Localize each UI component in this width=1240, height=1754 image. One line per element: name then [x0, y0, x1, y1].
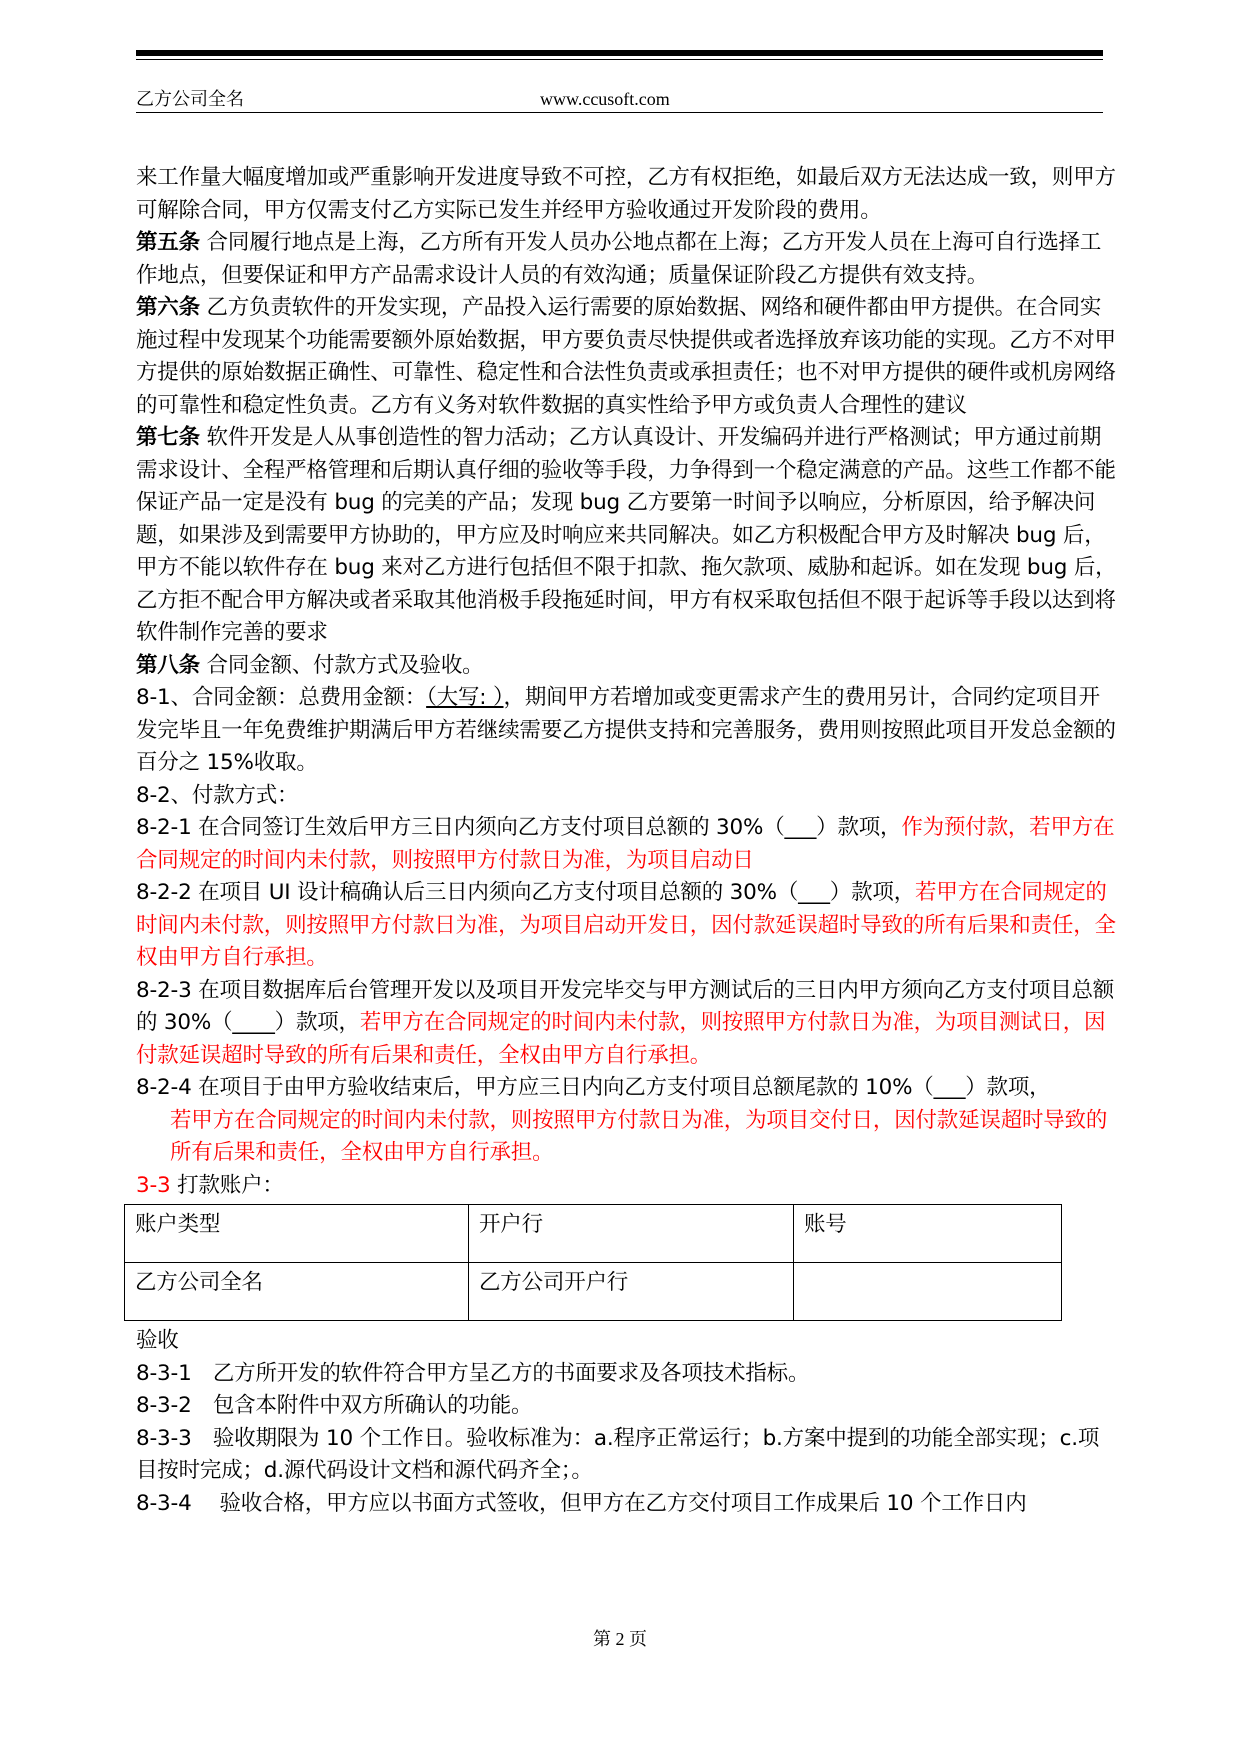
clause-8-2-4-red: 若甲方在合同规定的时间内未付款，则按照甲方付款日为准，为项目交付日，因付款延误超时导致的所有后果和责任，全权由甲方自行承担。 — [170, 1107, 1108, 1165]
article-5 — [136, 227, 1118, 292]
page-number: 第 2 页 — [593, 1629, 647, 1649]
article-5-title: 第五条 — [136, 230, 200, 255]
clause-8-3-1: 8-3-1 乙方所开发的软件符合甲方呈乙方的书面要求及各项技术指标。 — [136, 1360, 810, 1386]
article-8 — [136, 650, 1118, 683]
clause-8-2-4-text: 8-2-4 在项目于由甲方验收结束后，甲方应三日内向乙方支付项目总额尾款的 10%（___）款项， — [136, 1075, 1051, 1100]
table-cell-company-bank: 乙方公司开户行 — [469, 1263, 794, 1321]
article-6 — [136, 292, 1118, 422]
header-rule-thick — [136, 50, 1103, 56]
clause-8-1-text: ，期间甲方若增加或变更需求产生的费用另计，合同约定项目开发完毕且一年免费维护期满后甲方若继续需要乙方提供支持和完善服务，费用则按照此项目开发总金额的百分之 15%收取。 — [136, 685, 1116, 775]
clause-8-2-3-red: 若甲方在合同规定的时间内未付款，则按照甲方付款日为准，为项目测试日，因付款延误超时导致的所有后果和责任，全权由甲方自行承担。 — [136, 1010, 1106, 1068]
clause-8-3-3: 8-3-3 验收期限为 10 个工作日。验收标准为：a.程序正常运行；b.方案中提到的功能全部实现；c.项目按时完成；d.源代码设计文档和源代码齐全；。 — [136, 1425, 1100, 1483]
article-6-title: 第六条 — [136, 295, 200, 320]
clause-8-2-2 — [136, 877, 1118, 975]
table-cell-account-number — [794, 1263, 1062, 1321]
table-row — [125, 1205, 1062, 1263]
clause-8-2-2-red: 若甲方在合同规定的时间内未付款，则按照甲方付款日为准，为项目启动开发日，因付款延误超时导致的所有后果和责任，全权由甲方自行承担。 — [136, 880, 1116, 970]
clause-8-2-3 — [136, 975, 1118, 1073]
table-row — [125, 1263, 1062, 1321]
paragraph-continuation: 来工作量大幅度增加或严重影响开发进度导致不可控，乙方有权拒绝，如最后双方无法达成一致，则甲方可解除合同，甲方仅需支付乙方实际已发生并经甲方验收通过开发阶段的费用。 — [136, 165, 1116, 223]
article-5-text: 合同履行地点是上海，乙方所有开发人员办公地点都在上海；乙方开发人员在上海可自行选择工作地点，但要保证和甲方产品需求设计人员的有效沟通；质量保证阶段乙方提供有效支持。 — [136, 230, 1102, 288]
clause-8-3-4: 8-3-4 验收合格，甲方应以书面方式签收，但甲方在乙方交付项目工作成果后 10 个工作日内 — [136, 1490, 1027, 1516]
clause-8-2-1 — [136, 812, 1118, 877]
article-8-text: 合同金额、付款方式及验收。 — [199, 652, 484, 678]
clause-8-2: 8-2、付款方式： — [136, 782, 299, 808]
clause-3-3-label: 打款账户： — [170, 1172, 284, 1198]
header-underline — [136, 112, 1103, 113]
clause-8-2-2-text: 8-2-2 在项目 UI 设计稿确认后三日内须向乙方支付项目总额的 30%（___）款项， — [136, 880, 916, 905]
clause-8-1 — [136, 682, 1118, 780]
table-cell-header-account-type: 账户类型 — [125, 1205, 469, 1263]
table-cell-header-account-number: 账号 — [794, 1205, 1062, 1263]
header-website: www.ccusoft.com — [540, 89, 670, 109]
table-cell-company-name: 乙方公司全名 — [125, 1263, 469, 1321]
header-rule-thin — [136, 59, 1103, 60]
article-7-text: 软件开发是人从事创造性的智力活动；乙方认真设计、开发编码并进行严格测试；甲方通过前期需求设计、全程严格管理和后期认真仔细的验收等手段，力争得到一个稳定满意的产品。这些工作都不能保证产品一定是没有 bug 的完美的产品；发现 bug 乙方要第一时间予以响应，分析原因，给予解决问题，如果涉及到需要甲方协助的，甲方应及时响应来共同解决。如乙方积极配合甲方及时解决 bug 后，甲方不能以软件存在 bug 来对乙方进行包括但不限于扣款、拖欠款项、威胁和起诉。如在发现 bug 后，乙方拒不配合甲方解决或者采取其他消极手段拖延时间，甲方有权采取包括但不限于起诉等手段以达到将软件制作完善的要求 — [136, 425, 1117, 645]
clause-3-3 — [136, 1170, 1118, 1203]
clause-8-1-lead: 8-1、合同金额：总费用金额： — [136, 685, 427, 710]
article-7-title: 第七条 — [136, 425, 200, 450]
clause-8-2-4 — [136, 1072, 1118, 1170]
contract-body — [136, 162, 1118, 1520]
clause-8-2-1-red: 作为预付款，若甲方在合同规定的时间内未付款，则按照甲方付款日为准，为项目启动日 — [136, 815, 1115, 873]
header-company-name: 乙方公司全名 — [136, 89, 244, 109]
bank-account-table — [124, 1204, 1062, 1321]
amount-blank: （大写: ） — [426, 685, 504, 710]
acceptance-heading: 验收 — [136, 1328, 179, 1353]
article-8-title: 第八条 — [136, 652, 200, 678]
clause-8-3-2: 8-3-2 包含本附件中双方所确认的功能。 — [136, 1393, 533, 1418]
article-6-text: 乙方负责软件的开发实现，产品投入运行需要的原始数据、网络和硬件都由甲方提供。在合同实施过程中发现某个功能需要额外原始数据，甲方要负责尽快提供或者选择放弃该功能的实现。乙方不对甲方提供的原始数据正确性、可靠性、稳定性和合法性负责或承担责任；也不对甲方提供的硬件或机房网络的可靠性和稳定性负责。乙方有义务对软件数据的真实性给予甲方或负责人合理性的建议 — [136, 295, 1116, 418]
clause-8-2-1-text: 8-2-1 在合同签订生效后甲方三日内须向乙方支付项目总额的 30%（___）款项， — [136, 815, 902, 840]
table-cell-header-bank: 开户行 — [469, 1205, 794, 1263]
clause-8-2-3-text: 8-2-3 在项目数据库后台管理开发以及项目开发完毕交与甲方测试后的三日内甲方须向乙方支付项目总额的 30%（____）款项， — [136, 977, 1115, 1035]
clause-3-3-number: 3-3 — [136, 1172, 171, 1198]
article-7 — [136, 422, 1118, 650]
